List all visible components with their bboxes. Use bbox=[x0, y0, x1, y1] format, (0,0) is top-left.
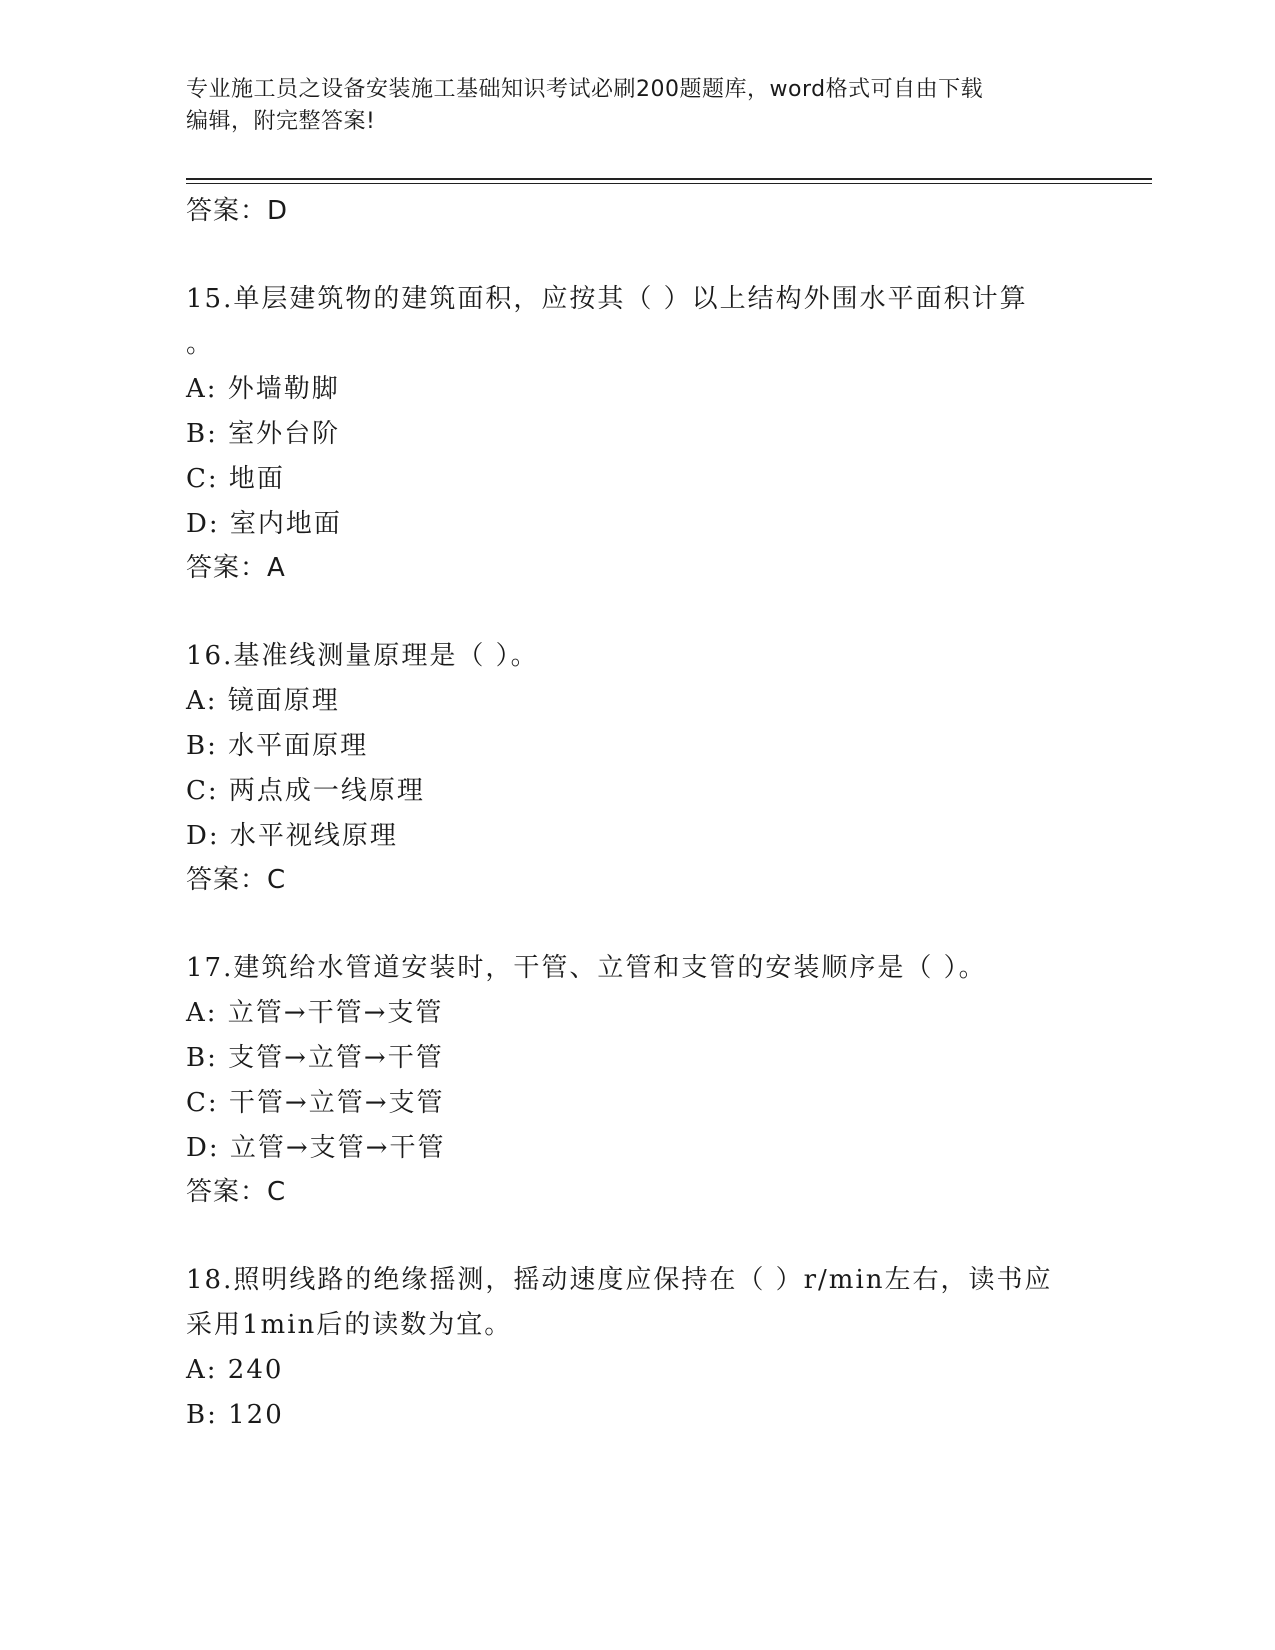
header-line-2: 编辑，附完整答案! bbox=[186, 109, 376, 134]
option-c: C: 两点成一线原理 bbox=[186, 776, 425, 806]
option-a: A: 立管→干管→支管 bbox=[186, 998, 444, 1028]
option-d: D: 立管→支管→干管 bbox=[186, 1133, 446, 1163]
page-header bbox=[186, 74, 1086, 138]
option-b: B: 室外台阶 bbox=[186, 419, 341, 449]
question-15 bbox=[186, 277, 1086, 589]
option-c: C: 干管→立管→支管 bbox=[186, 1088, 445, 1118]
question-text: 17.建筑给水管道安装时，干管、立管和支管的安装顺序是（ ）。 bbox=[186, 953, 987, 983]
question-18 bbox=[186, 1258, 1086, 1438]
option-d: D: 水平视线原理 bbox=[186, 821, 398, 851]
answer-line: 答案：C bbox=[186, 1177, 287, 1207]
header-divider-thin bbox=[186, 183, 1152, 184]
option-b: B: 支管→立管→干管 bbox=[186, 1043, 444, 1073]
answer-line: 答案：D bbox=[186, 196, 289, 226]
option-b: B: 120 bbox=[186, 1400, 284, 1430]
option-d: D: 室内地面 bbox=[186, 509, 342, 539]
option-a: A: 240 bbox=[186, 1355, 284, 1385]
option-a: A: 外墙勒脚 bbox=[186, 374, 340, 404]
question-text: 16.基准线测量原理是（ ）。 bbox=[186, 641, 539, 671]
question-text: 18.照明线路的绝缘摇测，摇动速度应保持在（ ）r/min左右，读书应 bbox=[186, 1265, 1053, 1295]
question-content bbox=[186, 190, 1086, 1438]
option-a: A: 镜面原理 bbox=[186, 686, 340, 716]
option-b: B: 水平面原理 bbox=[186, 731, 369, 761]
question-text-continued: 采用1min后的读数为宜。 bbox=[186, 1310, 513, 1340]
answer-line: 答案：C bbox=[186, 865, 287, 895]
question-16 bbox=[186, 634, 1086, 901]
answer-line: 答案：A bbox=[186, 553, 286, 583]
header-divider-thick bbox=[186, 178, 1152, 180]
question-text-continued: 。 bbox=[186, 329, 215, 359]
option-c: C: 地面 bbox=[186, 464, 285, 494]
question-text: 15.单层建筑物的建筑面积，应按其（ ）以上结构外围水平面积计算 bbox=[186, 284, 1028, 314]
question-17 bbox=[186, 946, 1086, 1213]
header-line-1: 专业施工员之设备安装施工基础知识考试必刷200题题库，word格式可自由下载 bbox=[186, 77, 984, 102]
